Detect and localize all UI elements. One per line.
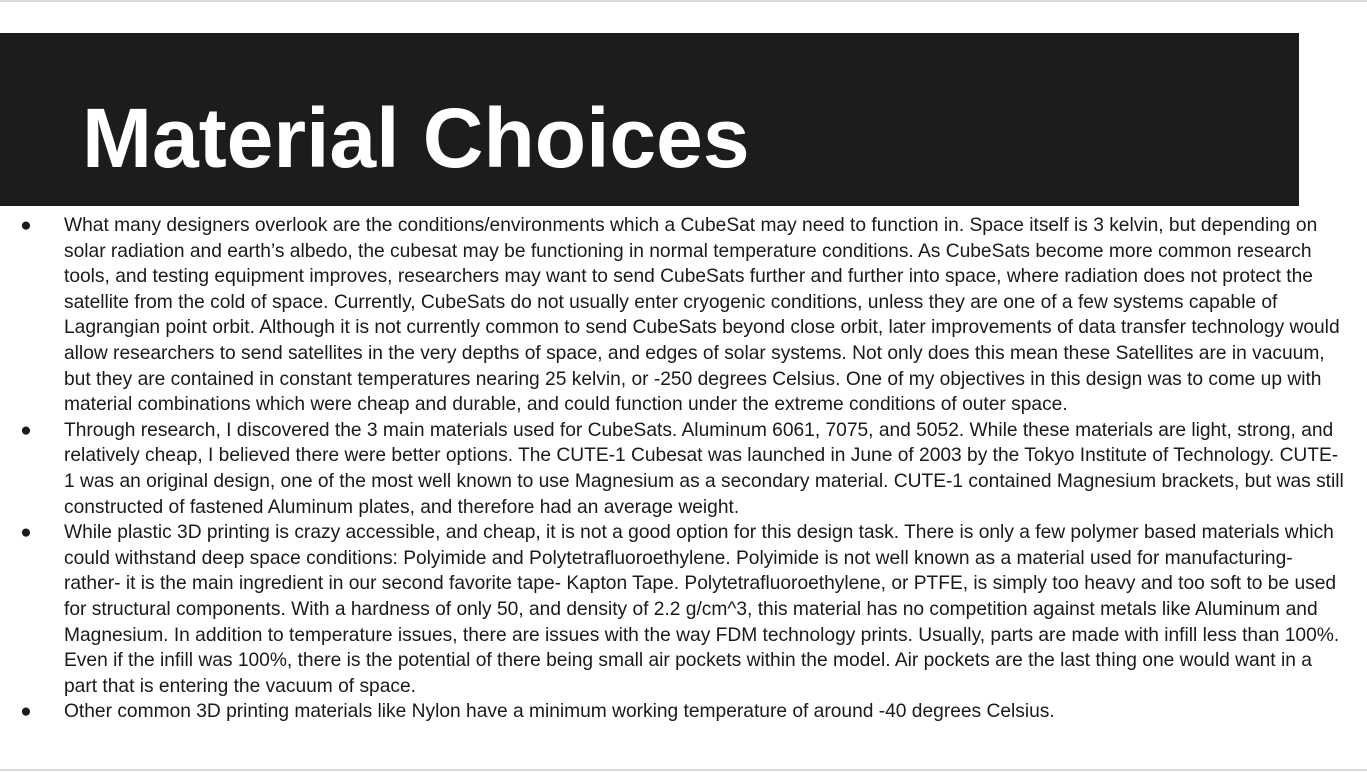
bullet-text: While plastic 3D printing is crazy accessible, and cheap, it is not a good option for this design task. There is only a few polymer based materials which could withstand deep space conditions: Polyimide and Polytetrafluoroethylene. Polyimide is not well known as a material used for manufacturing- rather- it is the main ingredient in our second favorite tape- Kapton Tape. Polytetrafluoroethylene, or PTFE, is simply too heavy and too soft to be used for structural components. With a hardness of only 50, and density of 2.2 g/cm^3, this material has no competition against metals like Aluminum and Magnesium. In addition to temperature issues, there are issues with the way FDM technology prints. Usually, parts are made with infill less than 100%. Even if the infill was 100%, there is the potential of there being small air pockets within the model. Air pockets are the last thing one would want in a part that is entering the vacuum of space.: [64, 522, 1340, 697]
bullet-text: Through research, I discovered the 3 main materials used for CubeSats. Aluminum 6061, 7075, and 5052. While these materials are light, strong, and relatively cheap, I believed there were better options. The CUTE-1 Cubesat was launched in June of 2003 by the Tokyo Institute of Technology. CUTE-1 was an original design, one of the most well known to use Magnesium as a secondary material. CUTE-1 contained Magnesium brackets, but was still constructed of fastened Aluminum plates, and therefore had an average weight.: [64, 419, 1344, 518]
bullet-list: [0, 213, 1345, 725]
bullet-item: [0, 699, 1345, 725]
bullet-dot-icon: ●: [20, 701, 32, 723]
bullet-dot-icon: ●: [20, 522, 32, 544]
bullet-dot-icon: ●: [20, 215, 32, 236]
bullet-dot-icon: ●: [20, 419, 32, 441]
bullet-text: Other common 3D printing materials like Nylon have a minimum working temperature of around -40 degrees Celsius.: [64, 701, 1055, 723]
bottom-divider: [0, 769, 1367, 771]
bullet-text: What many designers overlook are the conditions/environments which a CubeSat may need to function in. Space itself is 3 kelvin, but depending on solar radiation and earth’s albedo, the cubesat may be functioning in normal temperature conditions. As CubeSats become more common research tools, and testing equipment improves, researchers may want to send CubeSats further and further into space, where radiation does not protect the satellite from the cold of space. Currently, CubeSats do not usually enter cryogenic conditions, unless they are one of a few systems capable of Lagrangian point orbit. Although it is not currently common to send CubeSats beyond close orbit, later improvements of data transfer technology would allow researchers to send satellites in the very depths of space, and edges of solar systems. Not only does this mean these Satellites are in vacuum, but they are contained in constant temperatures nearing 25 kelvin, or -250 degrees Celsius. One of my objectives in this design was to come up with material combinations which were cheap and durable, and could function under the extreme conditions of outer space.: [64, 215, 1340, 416]
bullet-item: [0, 418, 1345, 520]
top-divider: [0, 0, 1367, 2]
bullet-item: [0, 520, 1345, 699]
slide-title: Material Choices: [82, 91, 750, 185]
bullet-item: [0, 213, 1345, 418]
